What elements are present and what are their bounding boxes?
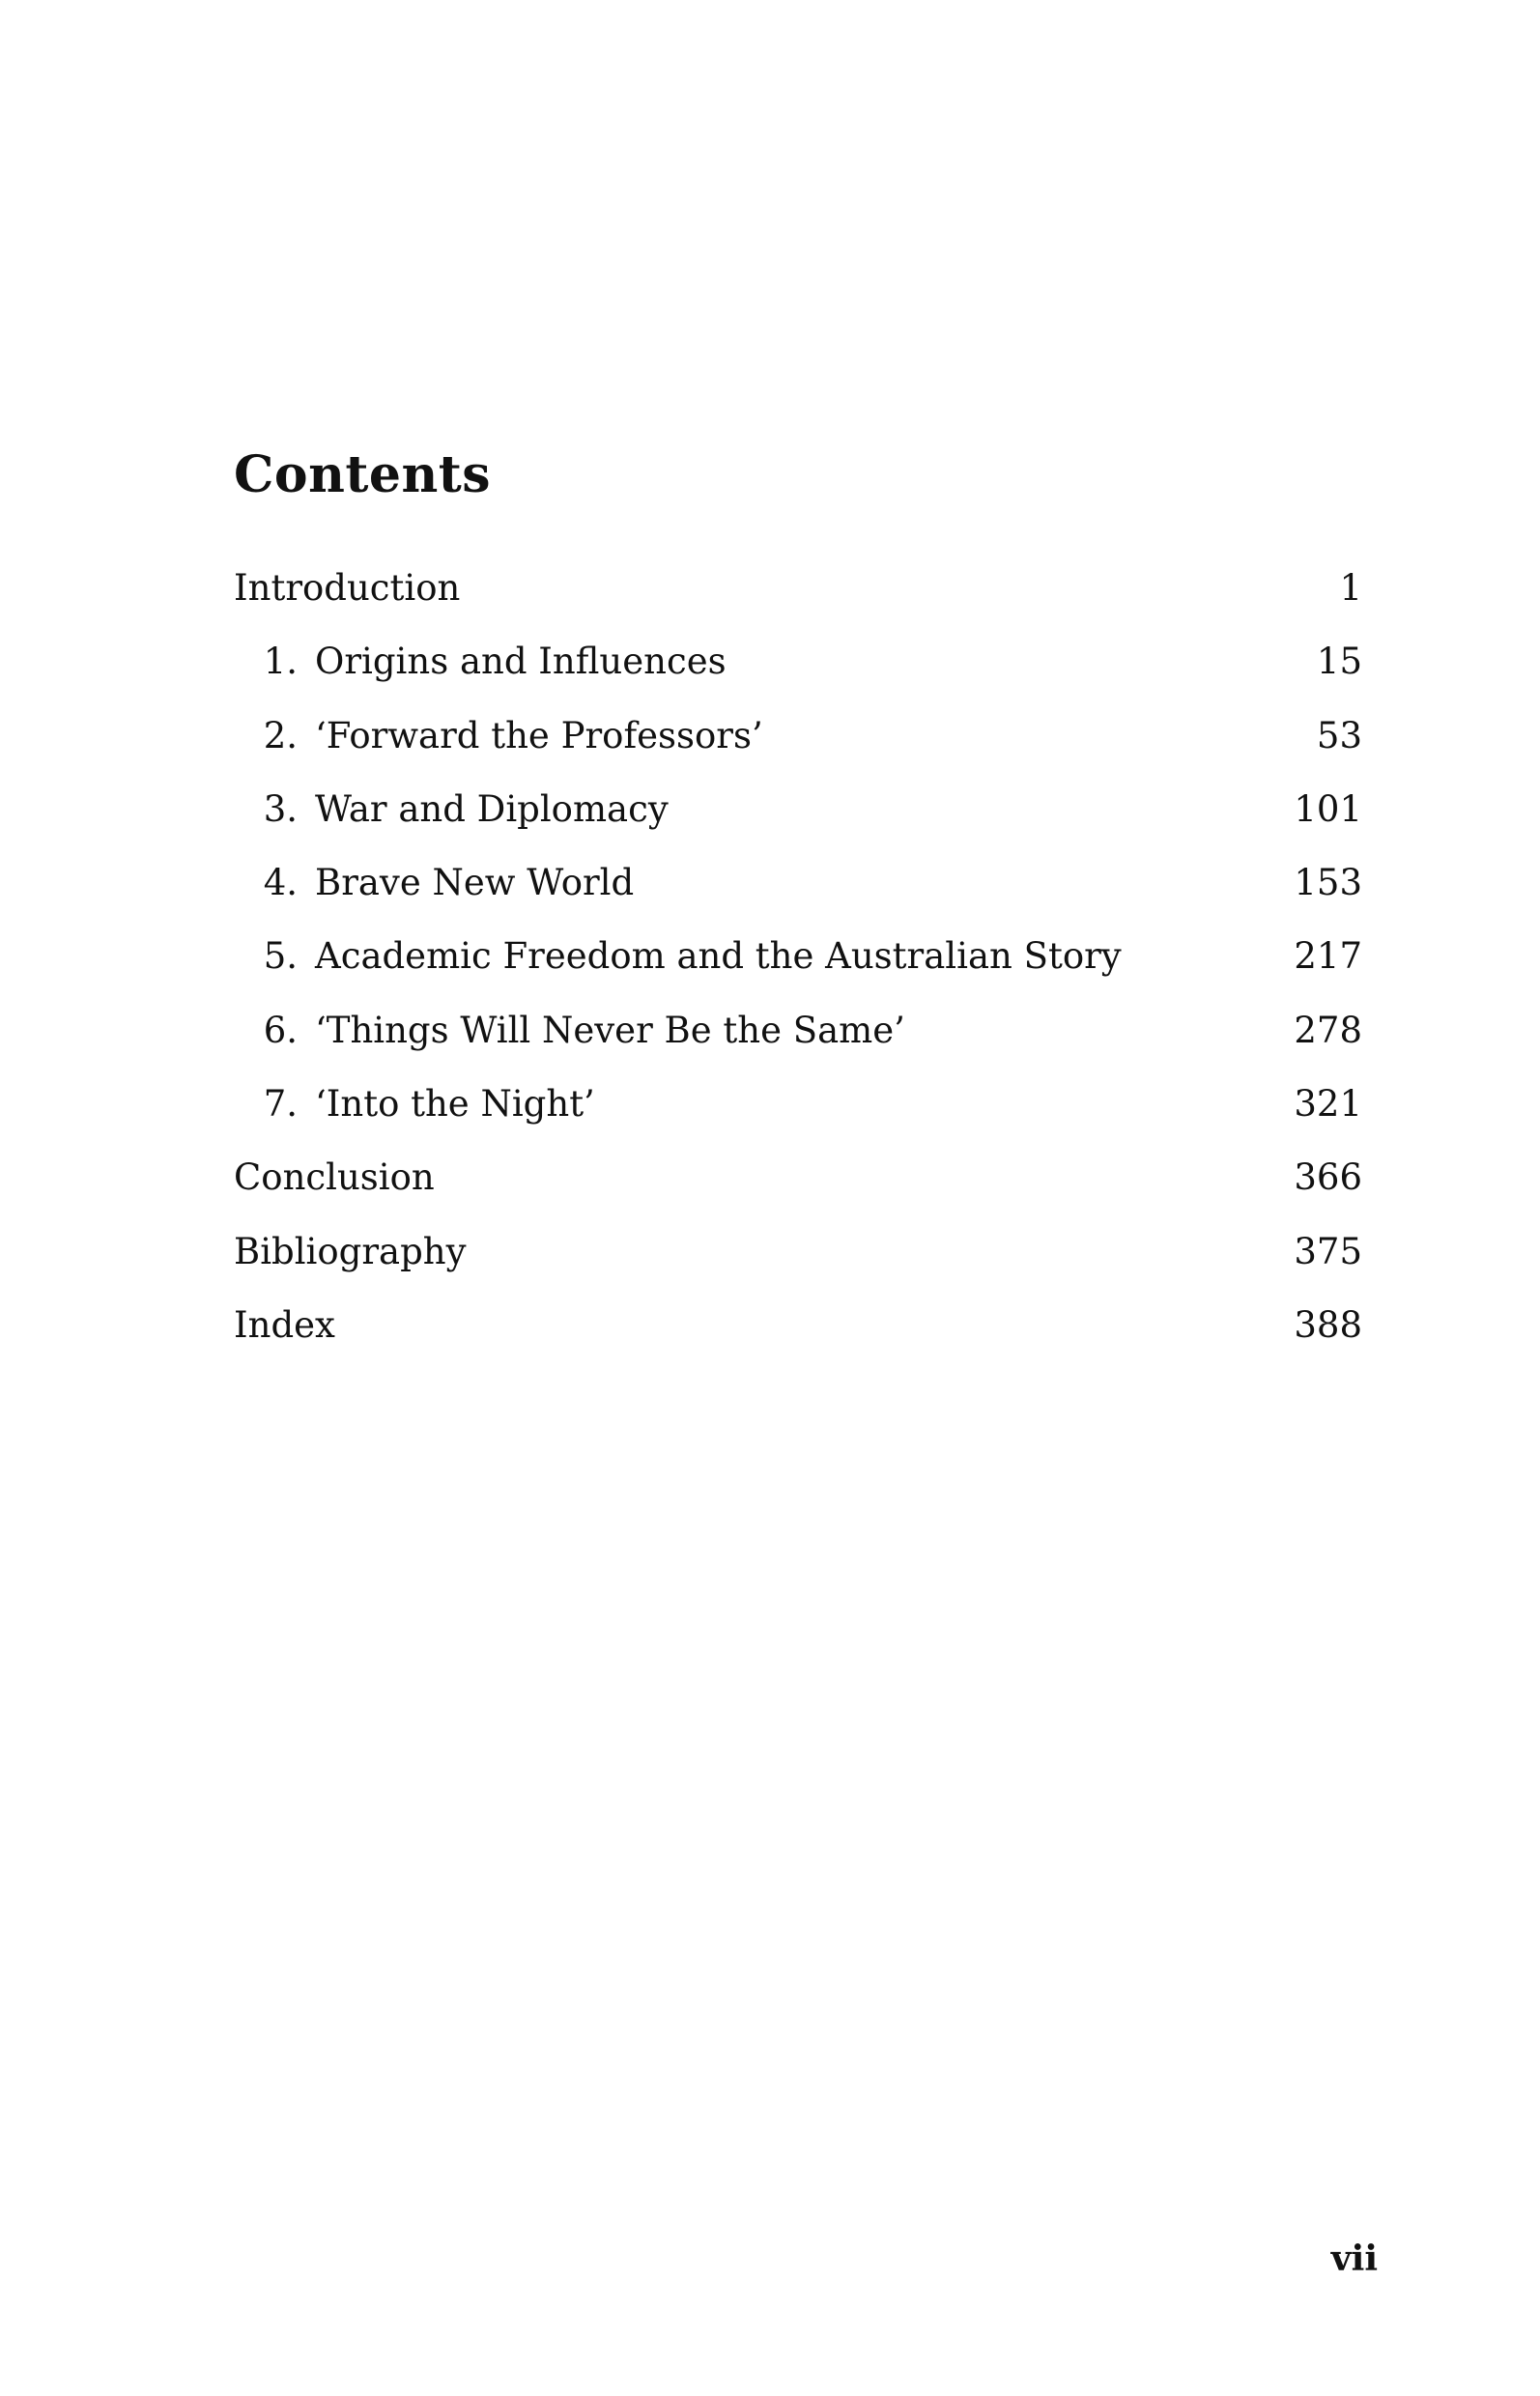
toc-entry-index [234,1298,1362,1371]
toc-entry-bibliography [234,1224,1362,1298]
toc-entry-number: 3. [263,787,298,830]
toc-entry-page: 53 [1316,714,1362,756]
toc-entry-number: 1. [263,641,298,683]
toc-entry-label: Bibliography [234,1230,467,1272]
table-of-contents [234,560,1362,1371]
toc-entry-conclusion [234,1150,1362,1223]
toc-entry-label: ‘Forward the Professors’ [315,714,763,756]
toc-entry-chapter-5 [234,928,1362,1002]
toc-entry-number: 6. [263,1009,298,1051]
toc-entry-page: 321 [1294,1083,1362,1126]
toc-entry-page: 1 [1339,567,1362,609]
toc-entry-number: 5. [263,935,298,978]
toc-entry-label: Academic Freedom and the Australian Story [315,935,1122,978]
toc-entry-page: 366 [1294,1156,1362,1199]
toc-entry-page: 15 [1316,641,1362,683]
toc-entry-chapter-3 [234,782,1362,855]
toc-entry-label: Origins and Influences [315,641,727,683]
toc-entry-chapter-7 [234,1076,1362,1150]
toc-entry-chapter-2 [234,708,1362,782]
toc-entry-label: Conclusion [234,1156,435,1199]
toc-entry-label: ‘Things Will Never Be the Same’ [315,1009,905,1051]
toc-entry-label: ‘Into the Night’ [315,1083,595,1126]
toc-entry-chapter-6 [234,1003,1362,1076]
toc-entry-page: 101 [1294,787,1362,830]
toc-entry-label: War and Diplomacy [315,787,669,830]
toc-entry-page: 375 [1294,1230,1362,1272]
toc-entry-page: 153 [1294,862,1362,904]
toc-entry-page: 217 [1294,935,1362,978]
toc-entry-label: Introduction [234,567,461,609]
toc-entry-number: 4. [263,862,298,904]
toc-entry-label: Index [234,1303,335,1346]
toc-entry-page: 278 [1294,1009,1362,1051]
toc-entry-chapter-4 [234,855,1362,928]
page-title: Contents [234,445,492,504]
page-number: vii [1330,2239,1378,2279]
toc-entry-label: Brave New World [315,862,635,904]
toc-entry-page: 388 [1294,1303,1362,1346]
toc-entry-introduction [234,560,1362,634]
toc-entry-chapter-1 [234,634,1362,707]
toc-entry-number: 7. [263,1083,298,1126]
toc-entry-number: 2. [263,714,298,756]
